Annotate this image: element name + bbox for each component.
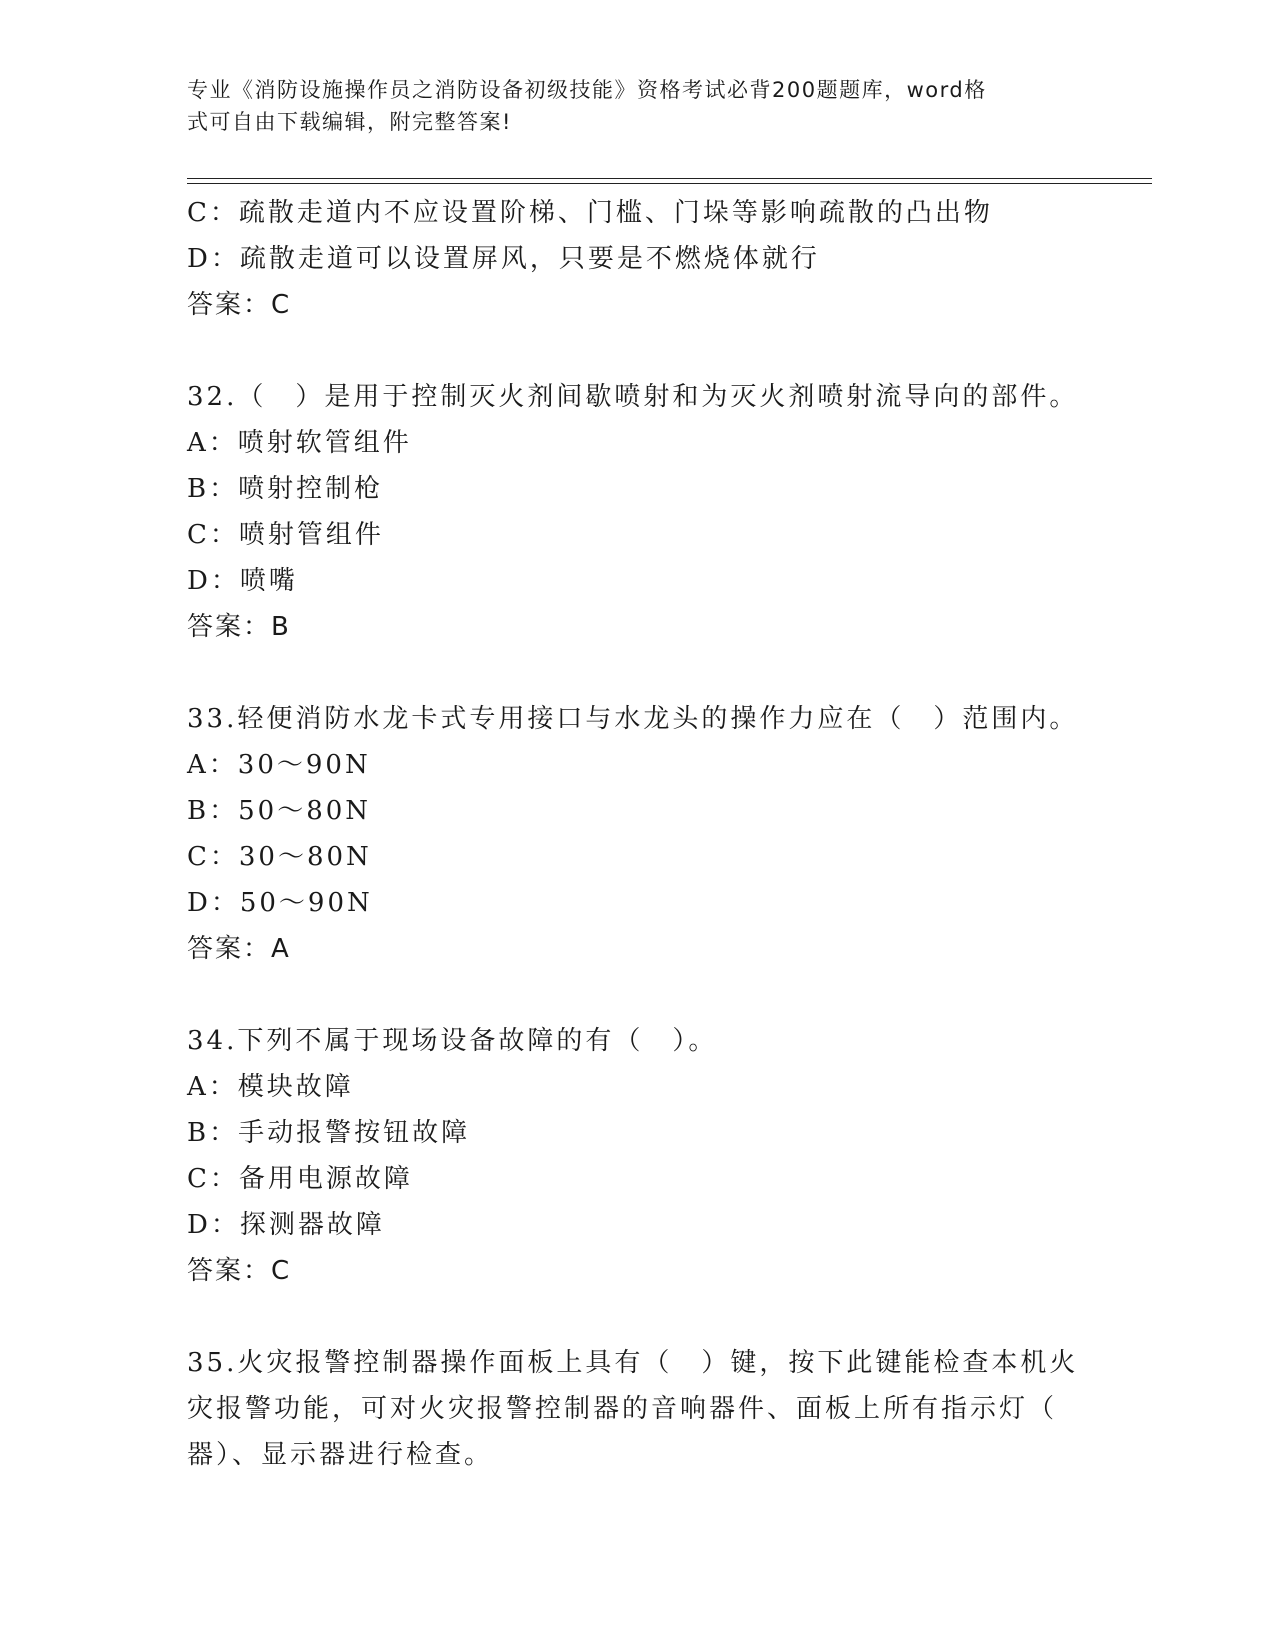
option-d: D：50～90N xyxy=(187,888,373,918)
option-c: C：备用电源故障 xyxy=(187,1164,413,1194)
answer: 答案：B xyxy=(187,612,291,642)
question-stem-line-1: 35.火灾报警控制器操作面板上具有（ ）键，按下此键能检查本机火 xyxy=(187,1348,1079,1378)
document-header xyxy=(187,74,1067,138)
option-c: C：疏散走道内不应设置阶梯、门槛、门垛等影响疏散的凸出物 xyxy=(187,198,993,228)
header-divider-bottom xyxy=(187,183,1152,184)
option-d: D：探测器故障 xyxy=(187,1210,385,1240)
spacer xyxy=(187,1294,1087,1340)
spacer xyxy=(187,650,1087,696)
question-32 xyxy=(187,374,1087,650)
answer: 答案：C xyxy=(187,290,292,320)
answer: 答案：C xyxy=(187,1256,292,1286)
question-31-tail xyxy=(187,190,1087,328)
question-34 xyxy=(187,1018,1087,1294)
option-a: A：30～90N xyxy=(187,750,371,780)
question-33 xyxy=(187,696,1087,972)
answer: 答案：A xyxy=(187,934,291,964)
option-b: B：50～80N xyxy=(187,796,372,826)
option-d: D：喷嘴 xyxy=(187,566,298,596)
option-d: D：疏散走道可以设置屏风，只要是不燃烧体就行 xyxy=(187,244,820,274)
spacer xyxy=(187,972,1087,1018)
option-a: A：喷射软管组件 xyxy=(187,428,412,458)
header-line-1: 专业《消防设施操作员之消防设备初级技能》资格考试必背200题题库，word格 xyxy=(187,78,987,102)
header-divider-top xyxy=(187,178,1152,179)
question-stem-line-2: 灾报警功能，可对火灾报警控制器的音响器件、面板上所有指示灯（ xyxy=(187,1394,1058,1424)
question-stem: 34.下列不属于现场设备故障的有（ ）。 xyxy=(187,1026,718,1056)
option-c: C：喷射管组件 xyxy=(187,520,384,550)
question-stem: 32.（ ）是用于控制灭火剂间歇喷射和为灭火剂喷射流导向的部件。 xyxy=(187,382,1079,412)
spacer xyxy=(187,328,1087,374)
header-line-2: 式可自由下载编辑，附完整答案! xyxy=(187,110,512,134)
question-stem: 33.轻便消防水龙卡式专用接口与水龙头的操作力应在（ ）范围内。 xyxy=(187,704,1079,734)
option-b: B：喷射控制枪 xyxy=(187,474,384,504)
question-35 xyxy=(187,1340,1087,1478)
option-b: B：手动报警按钮故障 xyxy=(187,1118,471,1148)
option-a: A：模块故障 xyxy=(187,1072,354,1102)
question-stem-line-3: 器）、显示器进行检查。 xyxy=(187,1440,494,1470)
question-list xyxy=(187,190,1087,1478)
option-c: C：30～80N xyxy=(187,842,372,872)
